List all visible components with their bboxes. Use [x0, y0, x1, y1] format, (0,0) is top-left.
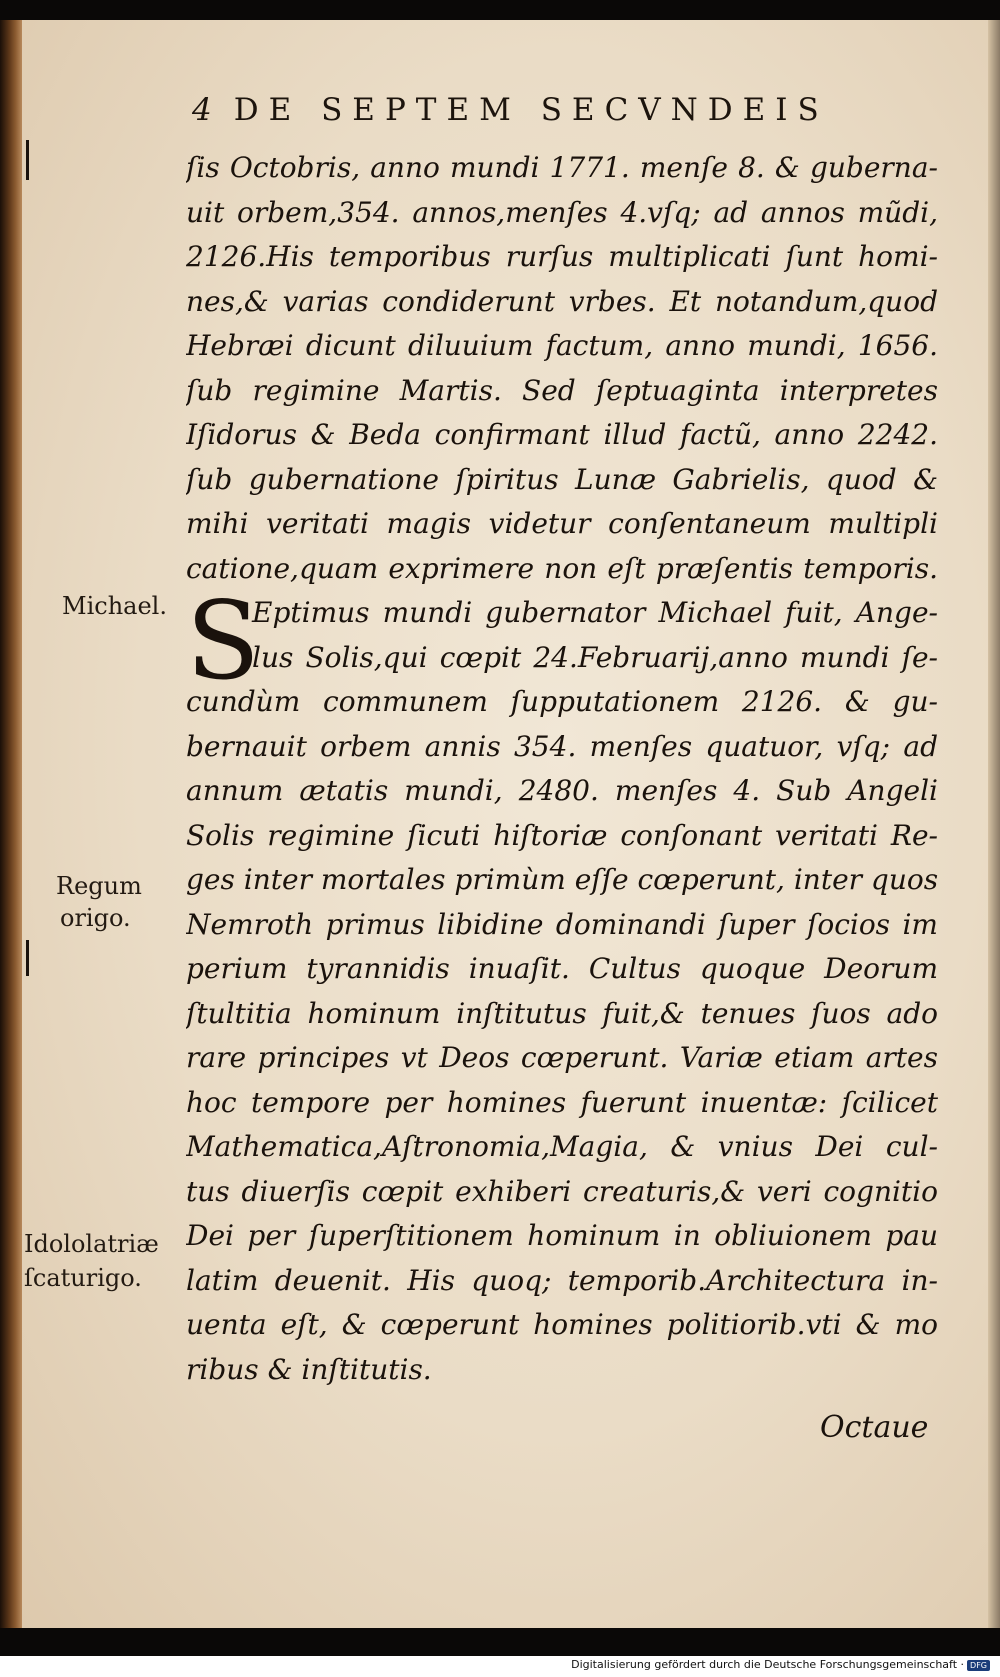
text-line: ribus & inſtitutis. [186, 1352, 432, 1386]
catchword: Octaue [820, 1410, 929, 1445]
text-line: ſub gubernatione ſpiritus Lunæ Gabrielis, quod & [186, 462, 938, 496]
text-line: Iſidorus & Beda confirmant illud factũ, anno 2242. [186, 418, 938, 451]
text-line: Eptimus mundi gubernator Michael fuit, Ange- [252, 596, 938, 629]
book-binding-edge [0, 20, 22, 1628]
margin-note-idololatriae: Idololatriæ [24, 1230, 159, 1258]
text-line: ſtultitia hominum inſtitutus fuit,& tenues ſuos ado [186, 996, 938, 1030]
text-line: Dei per ſuperſtitionem hominum in obliuionem pau [186, 1219, 938, 1252]
text-line: Nemroth primus libidine dominandi ſuper ſocios im [186, 907, 938, 941]
body-text [186, 146, 938, 1392]
text-line: Mathematica,Aſtronomia,Magia, & vnius Dei cul- [186, 1130, 938, 1163]
margin-note-origo: origo. [60, 904, 131, 932]
text-line: tus diuerſis cœpit exhiberi creaturis,& veri cognitio [186, 1174, 938, 1208]
margin-note-regum: Regum [56, 872, 142, 900]
margin-tick-mark [26, 140, 29, 180]
text-line: rare principes vt Deos cœperunt. Variæ etiam artes [186, 1041, 938, 1074]
drop-cap: S [186, 579, 260, 704]
text-line: catione,quam exprimere non eſt præſentis temporis. [186, 551, 938, 585]
dfg-logo: DFG [967, 1660, 990, 1671]
text-line: ſis Octobris, anno mundi 1771. menſe 8. & guberna- [186, 151, 938, 184]
text-line: perium tyrannidis inuaſit. Cultus quoque Deorum [186, 952, 938, 985]
margin-tick-mark [26, 940, 29, 976]
running-head-title: DE SEPTEM SECVNDEIS [233, 92, 829, 128]
text-line: uenta eſt, & cœperunt homines politiorib.vti & mo [186, 1308, 938, 1341]
text-line: Solis regimine ſicuti hiſtoriæ conſonant veritati Re- [186, 818, 938, 852]
running-head [192, 92, 892, 138]
credit-text: Digitalisierung gefördert durch die Deutsche Forschungsgemeinschaft · [571, 1658, 965, 1671]
digitization-credit [540, 1658, 990, 1676]
text-line: bernauit orbem annis 354. menſes quatuor, vſq; ad [186, 729, 938, 763]
text-line: 2126.His temporibus rurſus multiplicati ſunt homi- [186, 240, 938, 273]
scan-bottom-border [0, 1628, 1000, 1656]
text-line: mihi veritati magis videtur conſentaneum multipli [186, 507, 938, 540]
text-line: lus Solis,qui cœpit 24.Februarij,anno mundi ſe- [252, 640, 938, 674]
text-line: ſub regimine Martis. Sed ſeptuaginta interpretes [186, 373, 938, 407]
page-edge-shadow [988, 20, 1000, 1628]
text-line: Hebræi dicunt diluuium factum, anno mundi, 1656. [186, 329, 938, 362]
page-number: 4 [192, 92, 212, 128]
text-line: ges inter mortales primùm eſſe cœperunt, inter quos [186, 863, 938, 896]
text-line: annum ætatis mundi, 2480. menſes 4. Sub Angeli [186, 774, 938, 807]
text-line: nes,& varias condiderunt vrbes. Et notandum,quod [186, 284, 938, 318]
scan-top-border [0, 0, 1000, 20]
text-line: hoc tempore per homines fuerunt inuentæ: ſcilicet [186, 1085, 938, 1119]
margin-note-michael: Michael. [62, 592, 167, 620]
text-line: cundùm communem ſupputationem 2126. & gu- [186, 685, 938, 718]
text-line: latim deuenit. His quoq; temporib.Architectura in- [186, 1263, 938, 1297]
margin-note-scaturigo: ſcaturigo. [24, 1264, 142, 1292]
text-line: uit orbem,354. annos,menſes 4.vſq; ad annos mũdi, [186, 195, 938, 229]
